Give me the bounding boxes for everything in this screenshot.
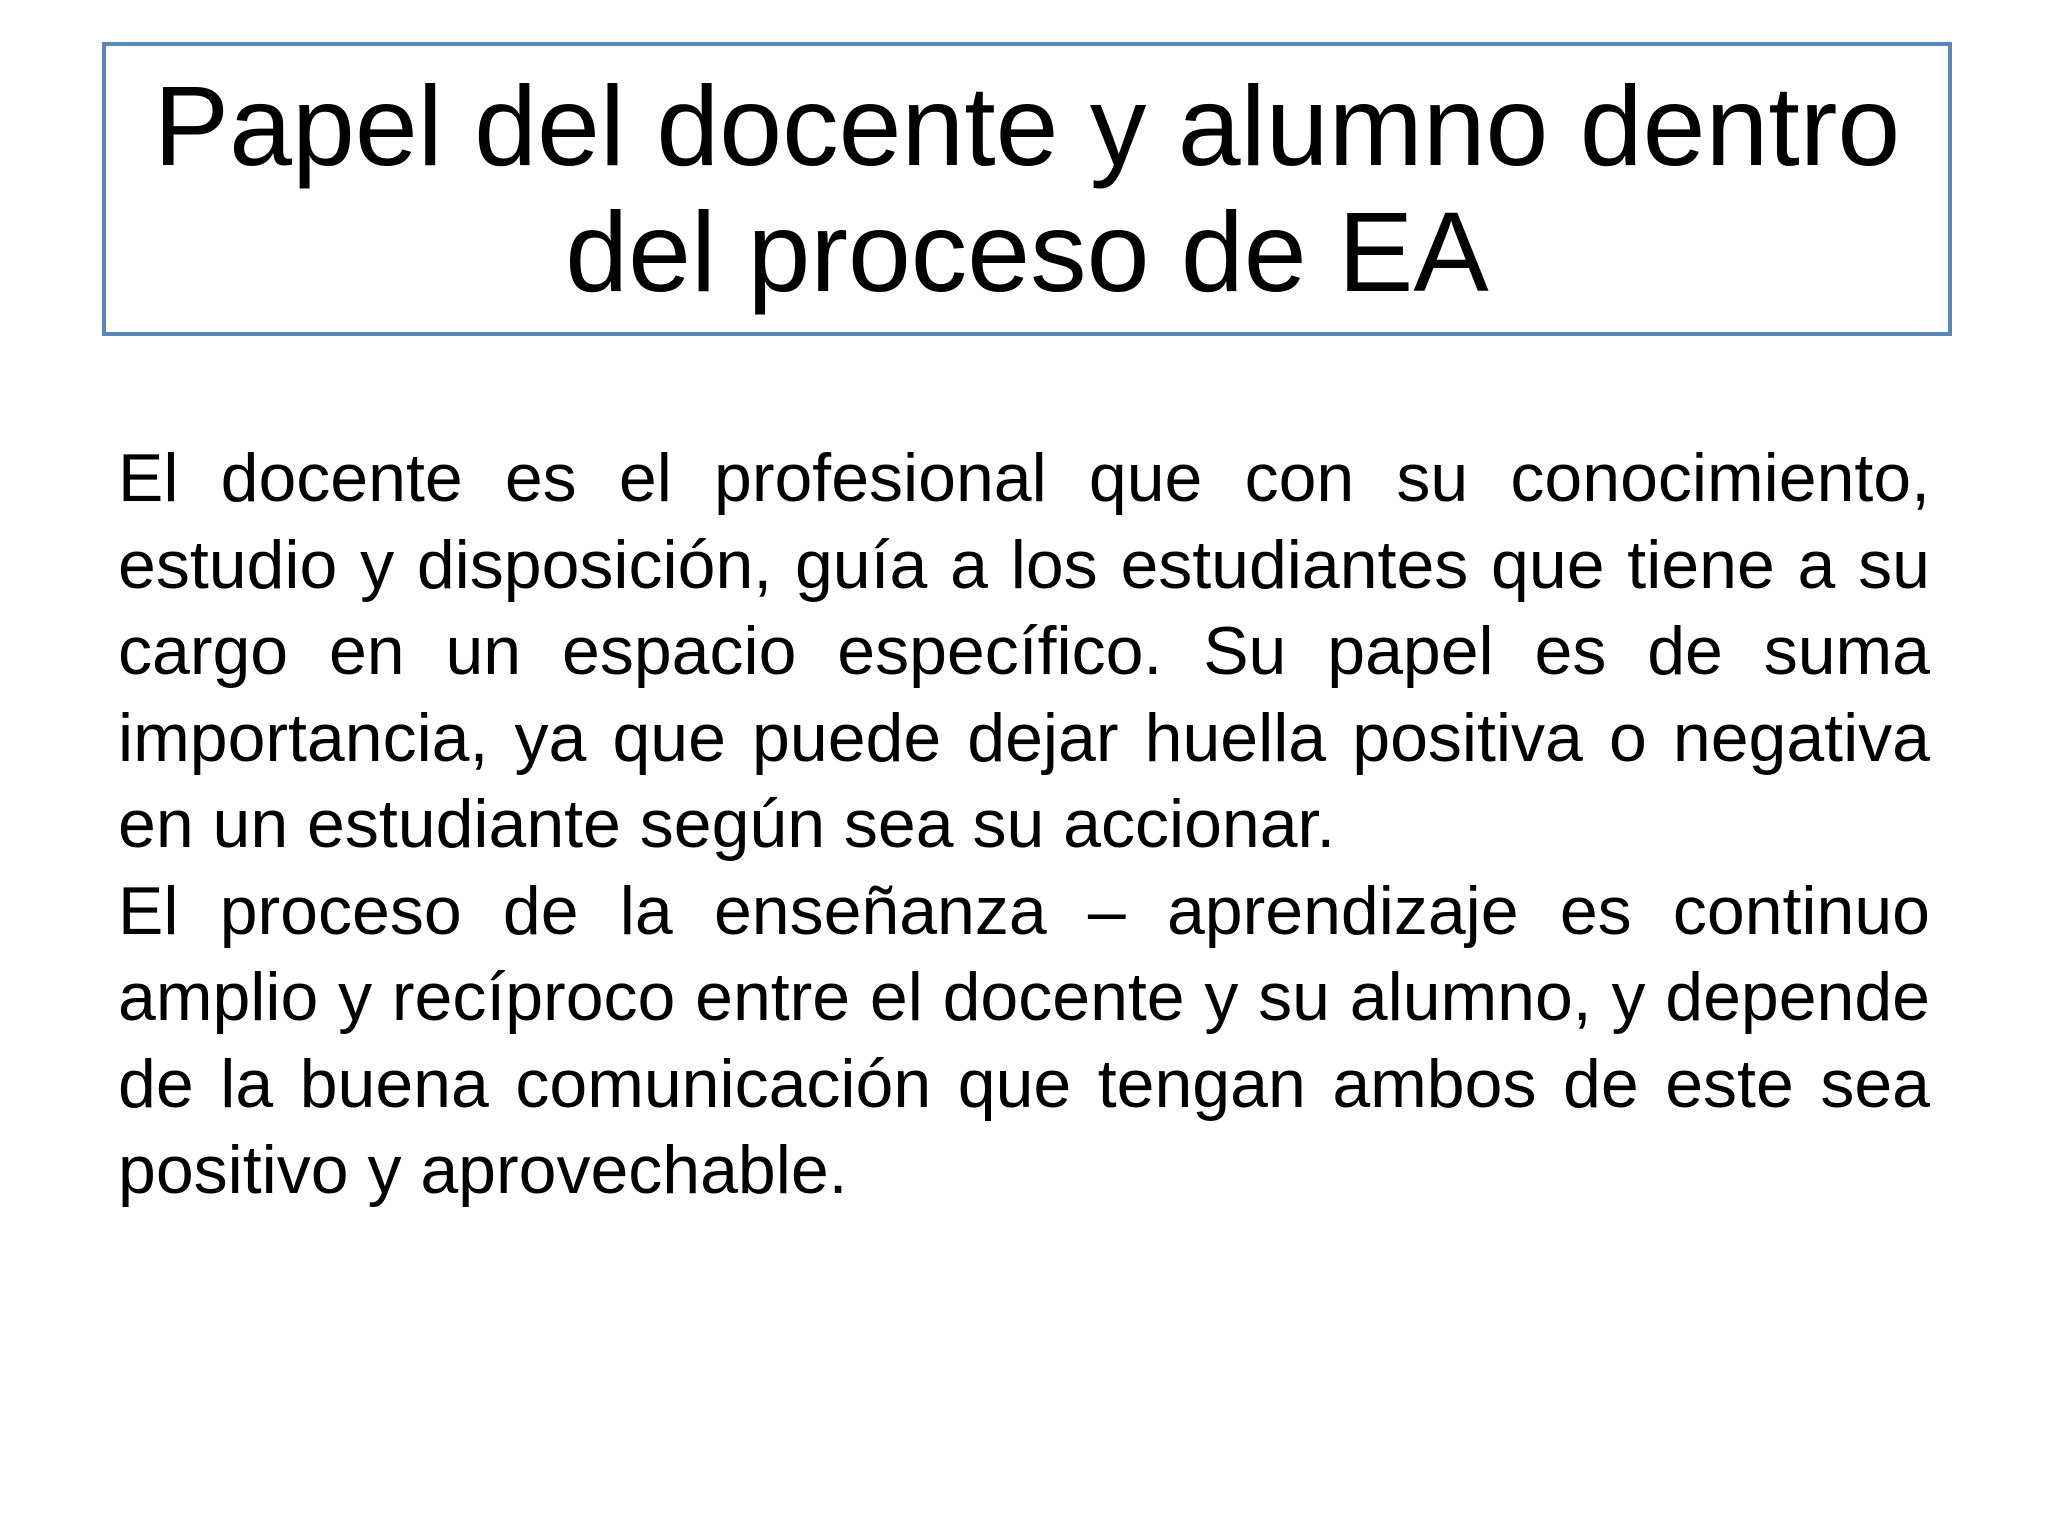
slide-body <box>118 435 1930 1214</box>
title-box <box>102 42 1952 336</box>
body-paragraph: El proceso de la enseñanza – aprendizaje es continuo amplio y recíproco entre el docente y su alumno, y depende de la buena comunicación que tengan ambos de este sea positivo y aprovechable. <box>118 872 1930 1208</box>
body-paragraph: El docente es el profesional que con su conocimiento, estudio y disposición, guía a los estudiantes que tiene a su cargo en un espacio específico. Su papel es de suma importancia, ya que puede dejar huella positiva o negativa en un estudiante según sea su accionar. <box>118 440 1930 862</box>
slide-title: Papel del docente y alumno dentro del proceso de EA <box>153 63 1901 315</box>
